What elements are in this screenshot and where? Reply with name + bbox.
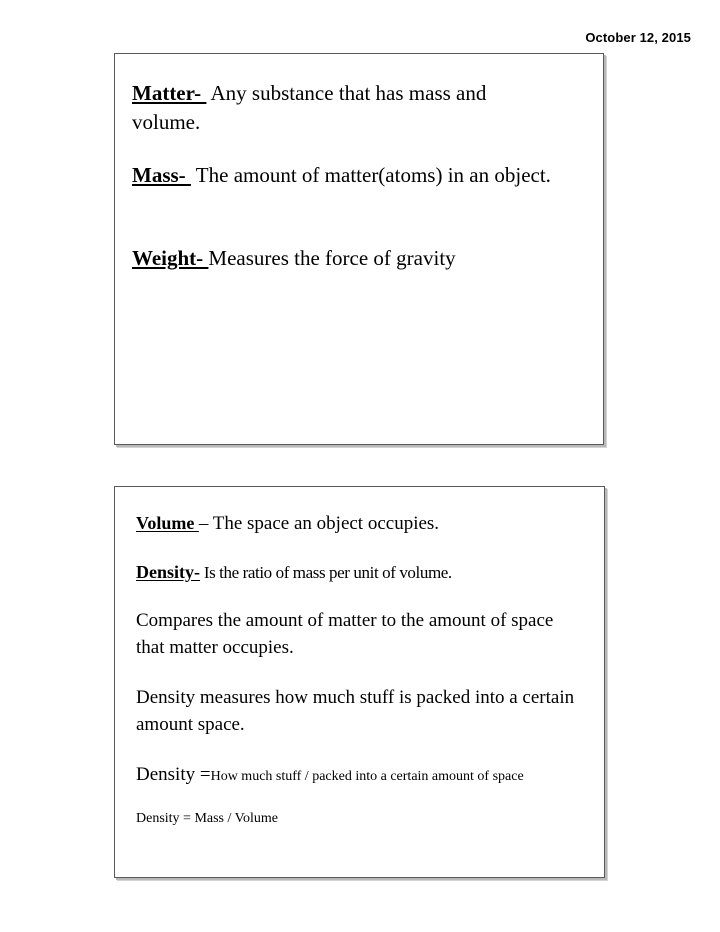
density-formula-rhs: How much stuff / packed into a certain amount of space	[210, 769, 524, 784]
term-density: Density-	[136, 562, 200, 582]
definition-matter	[132, 79, 552, 137]
density-formula: Density = Mass / Volume	[136, 811, 278, 826]
definition-mass	[132, 161, 552, 190]
density-formula-lhs: Density =	[136, 764, 211, 785]
definition-density-text: Is the ratio of mass per unit of volume.	[200, 563, 452, 582]
notes-slide-2	[114, 486, 605, 878]
density-compares-text: Compares the amount of matter to the amount of space that matter occupies.	[136, 610, 554, 658]
definition-matter-text: Any substance that has mass and volume.	[132, 81, 487, 134]
term-weight: Weight-	[132, 246, 209, 270]
density-word-formula	[136, 761, 606, 790]
definition-weight-text: Measures the force of gravity	[208, 246, 456, 270]
term-mass: Mass-	[132, 163, 191, 187]
definition-weight	[132, 244, 592, 273]
page-date: October 12, 2015	[585, 30, 691, 45]
definition-density	[136, 559, 596, 586]
term-matter: Matter-	[132, 81, 207, 105]
definition-mass-text: The amount of matter(atoms) in an object.	[190, 163, 551, 187]
density-measures-text: Density measures how much stuff is packed into a certain amount space.	[136, 687, 575, 735]
notes-slide-1	[114, 53, 604, 445]
definition-volume-text: – The space an object occupies.	[198, 513, 440, 534]
definition-volume	[136, 510, 596, 537]
term-volume: Volume	[136, 513, 199, 533]
